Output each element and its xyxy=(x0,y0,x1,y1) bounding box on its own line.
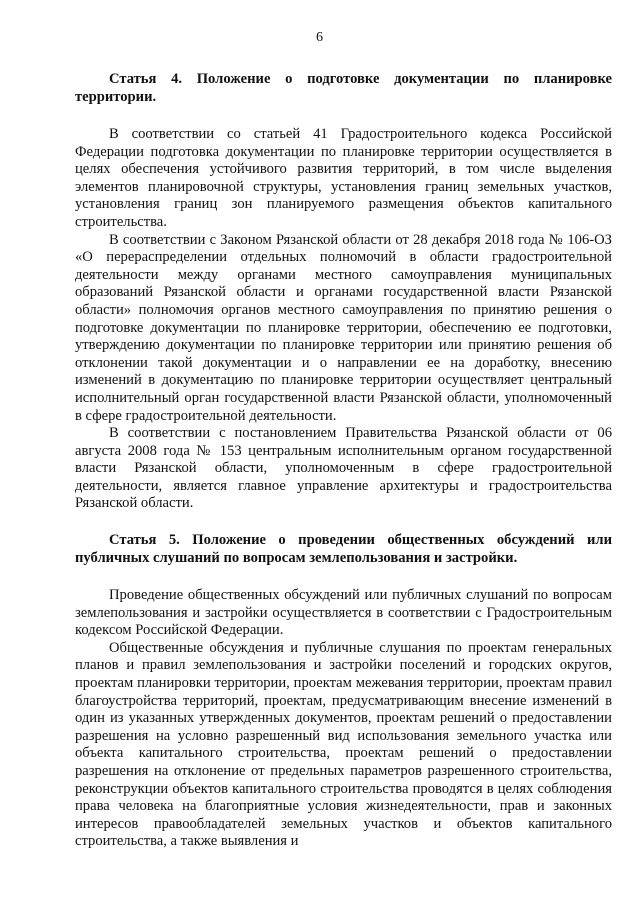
spacer xyxy=(75,567,612,587)
article-5-paragraph-1: Проведение общественных обсуждений или публичных слушаний по вопросам землепользования и застройки осуществляется в соответствии с Градостроительным кодексом Российской Федерации. xyxy=(75,587,612,639)
article-5-heading: Статья 5. Положение о проведении общественных обсуждений или публичных слушаний по вопросам землепользования и застройки. xyxy=(75,532,612,567)
article-4-heading: Статья 4. Положение о подготовке документации по планировке территории. xyxy=(75,71,612,105)
spacer xyxy=(75,513,612,531)
article-4-paragraph-1: В соответствии со статьей 41 Градостроительного кодекса Российской Федерации подготовка документации по планировке территории осуществляется в целях обеспечения устойчивого развития территорий, в том числе выделения элементов планировочной структуры, установления границ земельных участков, установления границ зон планируемого размещения объектов капитального строительства. xyxy=(75,126,612,230)
article-4-paragraph-3: В соответствии с постановлением Правительства Рязанской области от 06 августа 2008 года № 153 центральным исполнительным органом государственной власти Рязанской области, уполномоченным в сфере градостроительной деятельности, является главное управление архитектуры и градостроительства Рязанской области. xyxy=(75,425,612,512)
page-number: 6 xyxy=(316,30,323,45)
article-4-paragraph-2: В соответствии с Законом Рязанской области от 28 декабря 2018 года № 106-ОЗ «О перераспределении отдельных полномочий в области градостроительной деятельности между органами местного самоуправления муниципальных образований Рязанской области и органами государственной власти Рязанской области» полномочия органов местного самоуправления по принятию решения о подготовке документации по планировке территории, обеспечению ее подготовки, утверждению документации по планировке территории или принятию решения об отклонении такой документации и о направлении ее на доработку, внесению изменений в документацию по планировке территории осуществляет центральный исполнительный орган государственной власти Рязанской области, уполномоченный в сфере градостроительной деятельности. xyxy=(75,231,612,424)
spacer xyxy=(75,106,612,126)
article-5-paragraph-2: Общественные обсуждения и публичные слушания по проектам генеральных планов и правил землепользования и застройки поселений и городских округов, проектам планировки территории, проектам межевания территории, проектам правил благоустройства территорий, проектам, предусматривающим внесение изменений в один из указанных утвержденных документов, проектам решений о предоставлении разрешения на условно разрешенный вид использования земельного участка или объекта капитального строительства, проектам решений о предоставлении разрешения на отклонение от предельных параметров разрешенного строительства, реконструкции объектов капитального строительства проводятся в целях соблюдения права человека на благоприятные условия жизнедеятельности, прав и законных интересов правообладателей земельных участков и объектов капитального строительства, а также выявления и xyxy=(75,639,612,850)
